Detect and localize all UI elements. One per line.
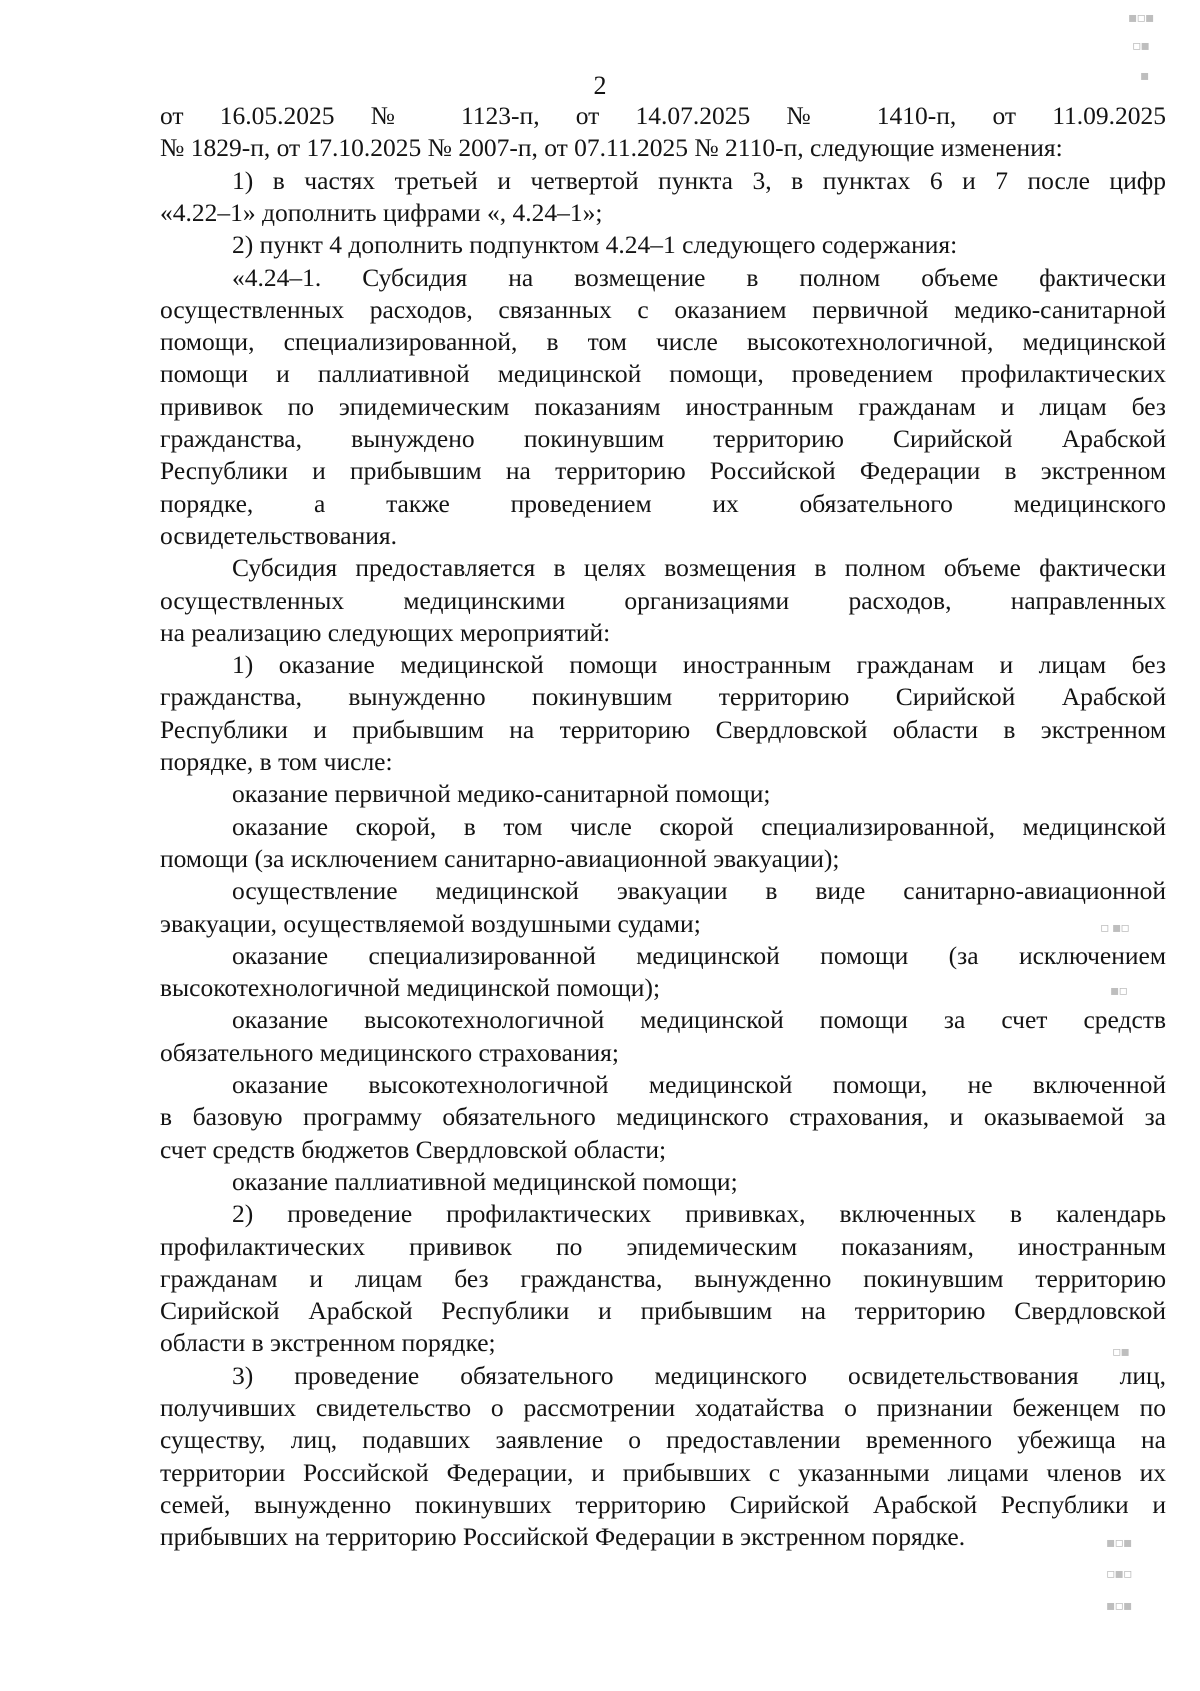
text-line: Республики и прибывшим на территорию Российской Федерации в экстренном — [160, 456, 1166, 486]
text-line: оказание паллиативной медицинской помощи; — [232, 1166, 738, 1196]
text-line: осуществленных медицинскими организациями расходов, направленных — [160, 585, 1166, 615]
text-line: обязательного медицинского страхования; — [160, 1037, 619, 1067]
text-line: «4.22–1» дополнить цифрами «, 4.24–1»; — [160, 197, 603, 227]
text-line: гражданам и лицам без гражданства, вынужденно покинувшим территорию — [160, 1263, 1166, 1293]
text-line: Субсидия предоставляется в целях возмещения в полном объеме фактически — [232, 553, 1166, 583]
text-line: семей, вынужденно покинувших территорию Сирийской Арабской Республики и — [160, 1489, 1166, 1519]
page-number: 2 — [593, 71, 607, 100]
text-line: порядке, в том числе: — [160, 747, 393, 776]
text-line: осуществленных расходов, связанных с оказанием первичной медико-санитарной — [160, 294, 1166, 324]
scan-artifact: ▫▪ — [1132, 38, 1149, 54]
scan-artifact: ▫▪▫ — [1106, 1566, 1132, 1582]
text-line: 3) проведение обязательного медицинского освидетельствования лиц, — [232, 1360, 1166, 1390]
text-line: высокотехнологичной медицинской помощи); — [160, 973, 661, 1003]
text-line: прибывших на территорию Российской Федерации в экстренном порядке. — [160, 1522, 966, 1552]
text-line: существу, лиц, подавших заявление о предоставлении временного убежища на — [160, 1425, 1166, 1455]
text-line: Сирийской Арабской Республики и прибывшим на территорию Свердловской — [160, 1296, 1166, 1326]
text-line: гражданства, вынуждено покинувшим территорию Сирийской Арабской — [160, 424, 1166, 453]
text-line: от 16.05.2025 № 1123-п, от 14.07.2025 № 1410-п, от 11.09.2025 — [160, 101, 1166, 130]
text-line: 2) проведение профилактических прививках, включенных в календарь — [232, 1199, 1166, 1229]
text-line: в базовую программу обязательного медицинского страхования, и оказываемой за — [160, 1102, 1166, 1132]
text-line: прививок по эпидемическим показаниям иностранным гражданам и лицам без — [160, 391, 1166, 421]
text-line: порядке, а также проведением их обязательного медицинского — [160, 488, 1166, 518]
text-line: счет средств бюджетов Свердловской области; — [160, 1134, 667, 1164]
text-line: помощи, специализированной, в том числе высокотехнологичной, медицинской — [160, 327, 1166, 357]
text-line: профилактических прививок по эпидемическим показаниям, иностранным — [160, 1231, 1166, 1261]
text-line: освидетельствования. — [160, 520, 397, 550]
text-line: оказание специализированной медицинской помощи (за исключением — [232, 940, 1166, 970]
text-line: 1) в частях третьей и четвертой пункта 3, в пунктах 6 и 7 после цифр — [232, 165, 1166, 195]
text-line: помощи (за исключением санитарно-авиационной эвакуации); — [160, 843, 840, 873]
scan-artifact: ▫▪ — [1112, 1344, 1129, 1360]
text-line: Республики и прибывшим на территорию Свердловской области в экстренном — [160, 714, 1166, 744]
text-line: помощи и паллиативной медицинской помощи, проведением профилактических — [160, 359, 1166, 389]
text-line: эвакуации, осуществляемой воздушными судами; — [160, 908, 701, 938]
scan-artifact: ▪▫ — [1110, 983, 1127, 999]
scan-artifact: ▪ — [1140, 68, 1149, 84]
text-line: на реализацию следующих мероприятий: — [160, 617, 611, 647]
text-line: «4.24–1. Субсидия на возмещение в полном объеме фактически — [232, 262, 1166, 292]
text-line: получивших свидетельство о рассмотрении ходатайства о признании беженцем по — [160, 1393, 1166, 1422]
text-line: оказание первичной медико-санитарной помощи; — [232, 779, 771, 809]
text-line: оказание скорой, в том числе скорой специализированной, медицинской — [232, 811, 1166, 841]
text-line: гражданства, вынужденно покинувшим территорию Сирийской Арабской — [160, 682, 1166, 712]
text-line: области в экстренном порядке; — [160, 1328, 496, 1358]
text-line: оказание высокотехнологичной медицинской помощи, не включенной — [232, 1070, 1166, 1099]
text-line: территории Российской Федерации, и прибывших с указанными лицами членов их — [160, 1457, 1166, 1487]
scan-artifact: ▪▫▪ — [1128, 10, 1154, 26]
scan-artifact: ▪▫▪ — [1106, 1598, 1132, 1614]
text-line: осуществление медицинской эвакуации в виде санитарно-авиационной — [232, 876, 1166, 906]
scan-artifact: ▪▫▪ — [1106, 1535, 1132, 1551]
text-line: 2) пункт 4 дополнить подпунктом 4.24–1 следующего содержания: — [232, 230, 958, 260]
text-line: № 1829-п, от 17.10.2025 № 2007-п, от 07.11.2025 № 2110-п, следующие изменения: — [160, 133, 1063, 163]
text-line: 1) оказание медицинской помощи иностранным гражданам и лицам без — [232, 650, 1166, 680]
text-line: оказание высокотехнологичной медицинской помощи за счет средств — [232, 1005, 1166, 1035]
scan-artifact: ▫ ▪▫ — [1100, 920, 1129, 936]
